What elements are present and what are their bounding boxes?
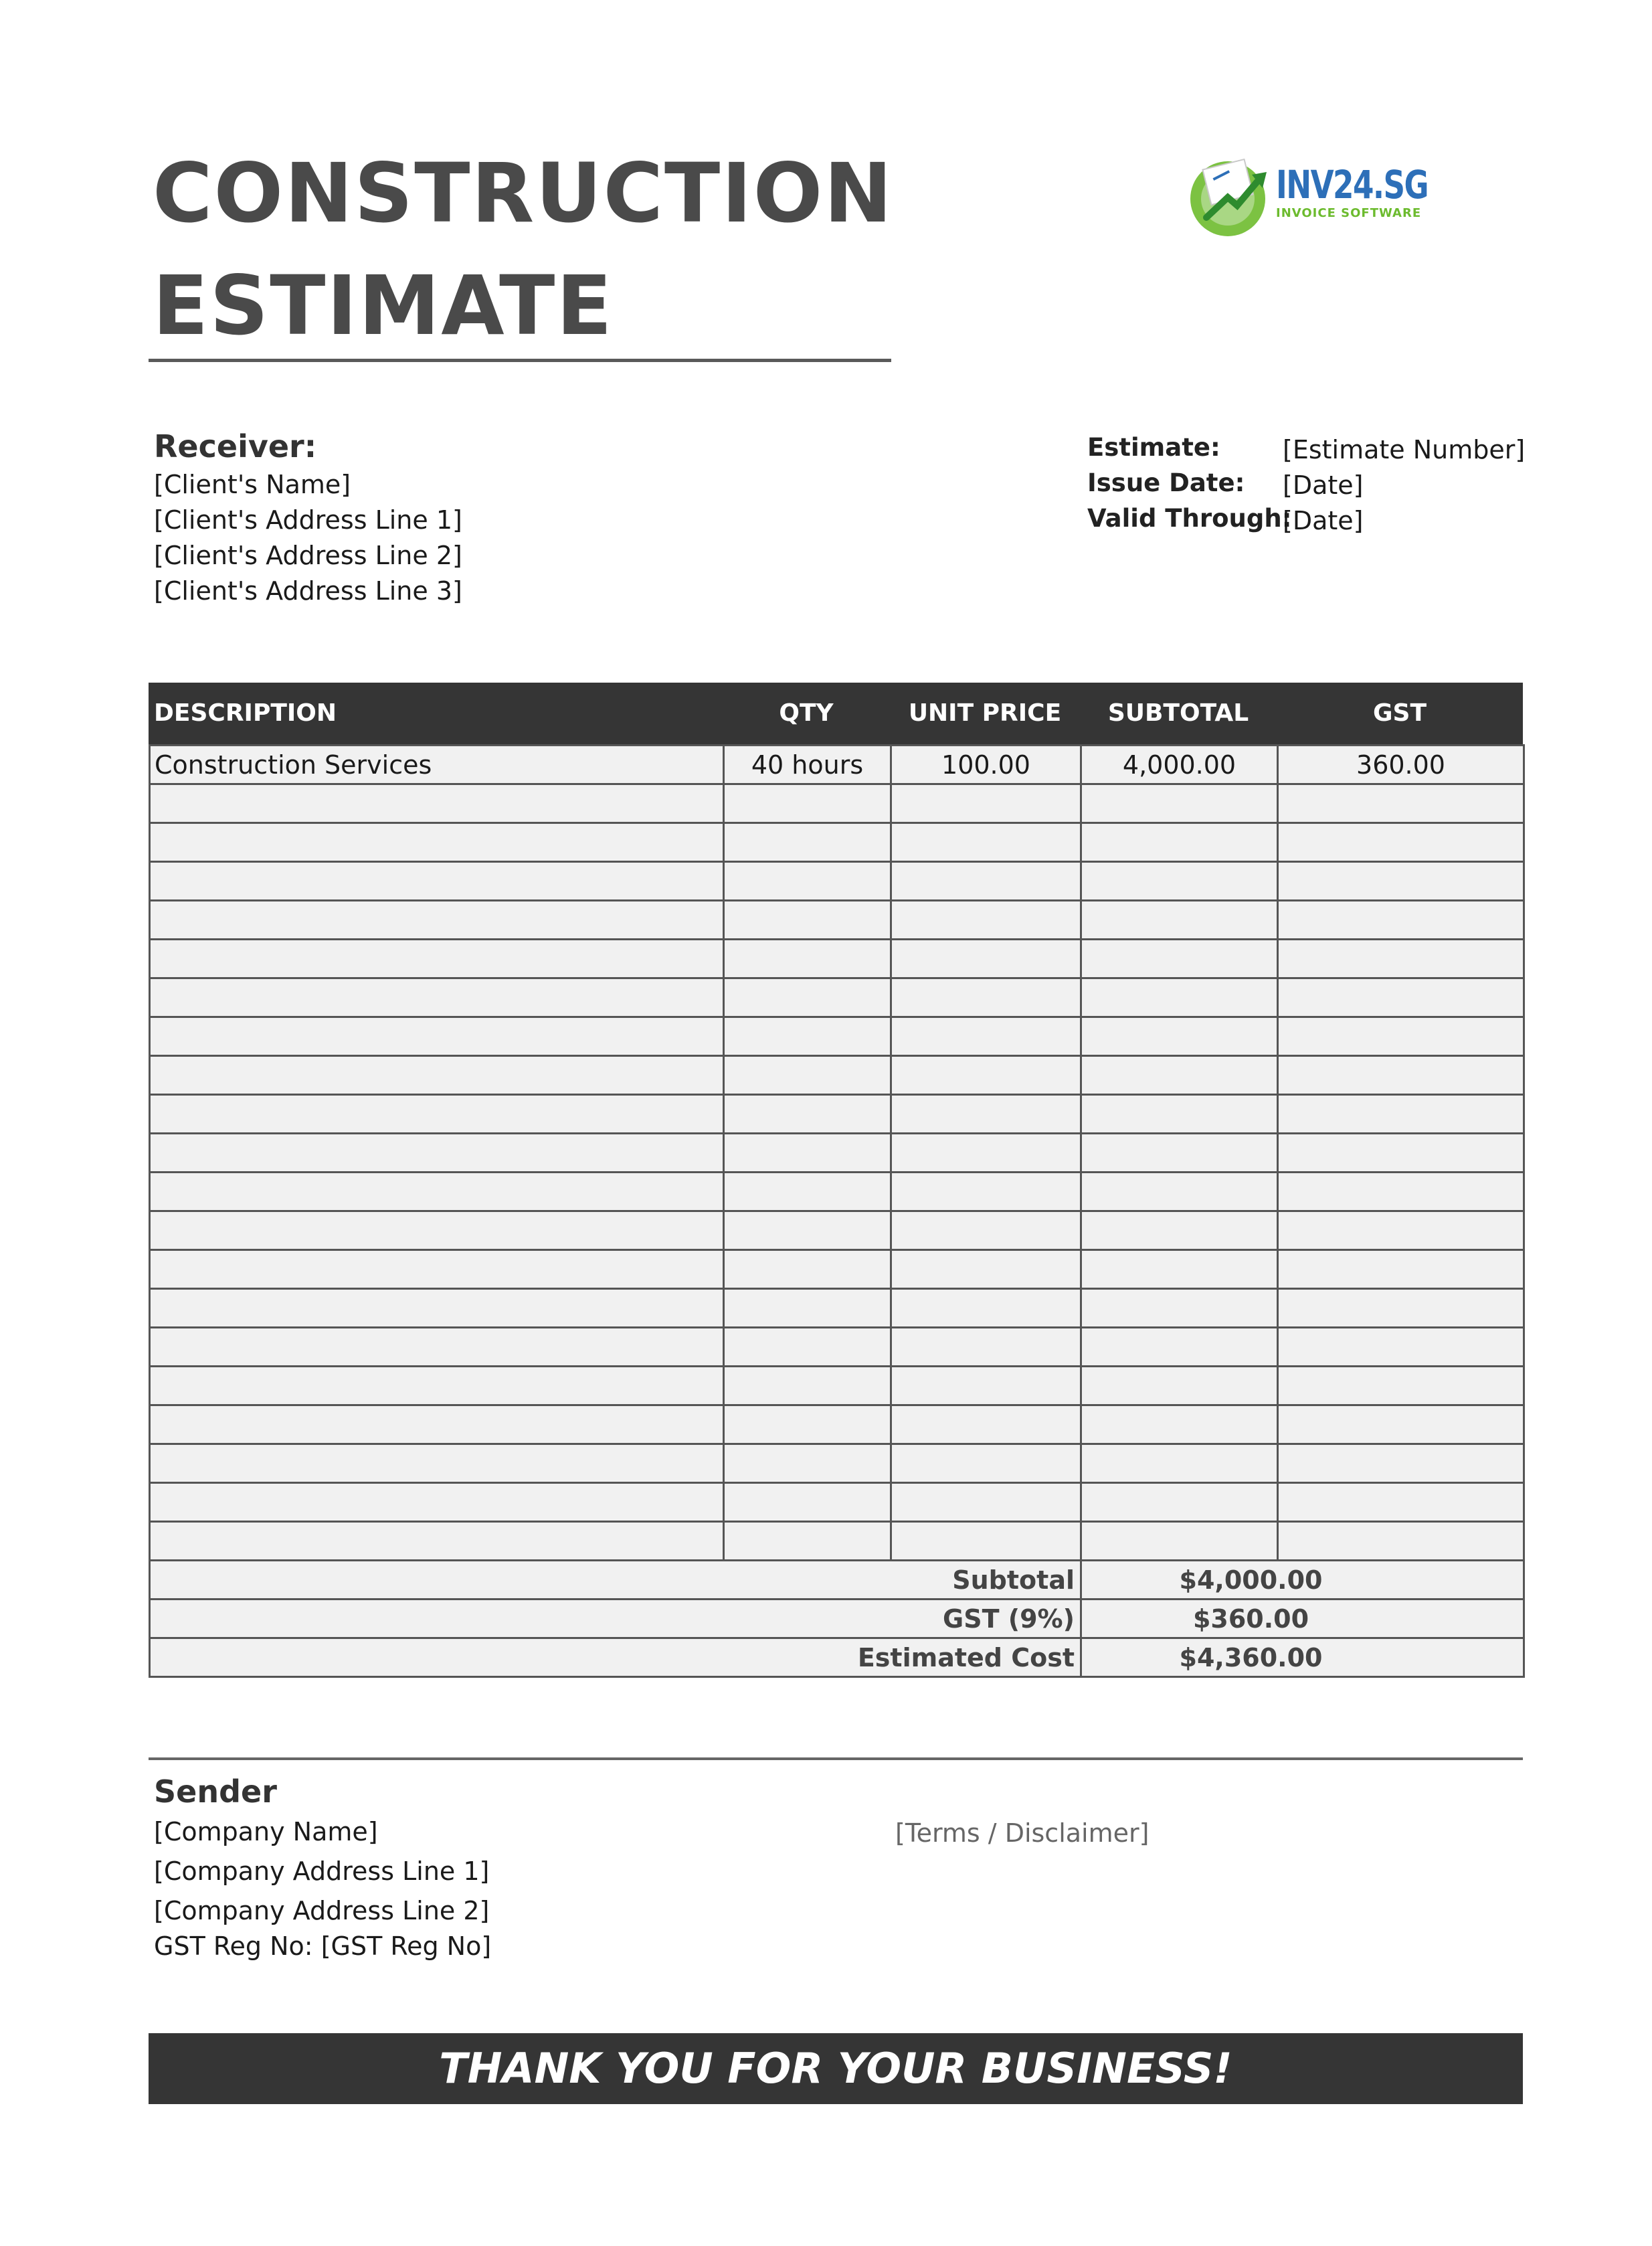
cell-qty xyxy=(724,1134,891,1173)
cell-description xyxy=(150,1134,724,1173)
table-row-empty xyxy=(150,978,1524,1017)
table-row-empty xyxy=(150,1095,1524,1134)
estimate-number-value: [Estimate Number] xyxy=(1283,435,1526,464)
cell-qty xyxy=(724,1444,891,1483)
table-row-empty xyxy=(150,940,1524,978)
totals-row xyxy=(150,1638,1524,1677)
table-row-empty xyxy=(150,1017,1524,1056)
table-row-empty xyxy=(150,1483,1524,1522)
cell-unit-price xyxy=(891,1173,1081,1211)
cell-qty xyxy=(724,1056,891,1095)
cell-unit-price xyxy=(891,1095,1081,1134)
cell-subtotal xyxy=(1081,823,1278,862)
cell-qty xyxy=(724,1367,891,1405)
cell-unit-price xyxy=(891,823,1081,862)
cell-subtotal xyxy=(1081,901,1278,940)
title-line-1: CONSTRUCTION xyxy=(153,146,894,241)
cell-subtotal xyxy=(1081,1405,1278,1444)
totals-label: GST (9%) xyxy=(150,1600,1081,1638)
cell-unit-price: 100.00 xyxy=(891,746,1081,784)
cell-qty xyxy=(724,1095,891,1134)
cell-unit-price xyxy=(891,1056,1081,1095)
table-row-empty xyxy=(150,1328,1524,1367)
cell-qty xyxy=(724,940,891,978)
cell-subtotal xyxy=(1081,1211,1278,1250)
receiver-address-3: [Client's Address Line 3] xyxy=(154,576,462,606)
cell-description xyxy=(150,1483,724,1522)
cell-unit-price xyxy=(891,1328,1081,1367)
cell-unit-price xyxy=(891,978,1081,1017)
cell-description xyxy=(150,1289,724,1328)
cell-description xyxy=(150,1173,724,1211)
cell-gst xyxy=(1278,1483,1524,1522)
valid-through-label: Valid Through: xyxy=(1087,504,1292,533)
cell-subtotal xyxy=(1081,862,1278,901)
cell-qty xyxy=(724,784,891,823)
cell-gst: 360.00 xyxy=(1278,746,1524,784)
cell-qty xyxy=(724,1017,891,1056)
logo-name: INV24.SG xyxy=(1276,162,1429,207)
cell-subtotal xyxy=(1081,1250,1278,1289)
cell-qty xyxy=(724,1405,891,1444)
cell-description xyxy=(150,1056,724,1095)
issue-date-label: Issue Date: xyxy=(1087,468,1245,497)
cell-unit-price xyxy=(891,1289,1081,1328)
terms-disclaimer: [Terms / Disclaimer] xyxy=(895,1818,1150,1848)
cell-gst xyxy=(1278,862,1524,901)
totals-value: $360.00 xyxy=(1081,1600,1524,1638)
cell-subtotal xyxy=(1081,978,1278,1017)
cell-subtotal xyxy=(1081,1522,1278,1561)
cell-gst xyxy=(1278,1522,1524,1561)
totals-label: Estimated Cost xyxy=(150,1638,1081,1677)
cell-gst xyxy=(1278,1211,1524,1250)
cell-description xyxy=(150,1444,724,1483)
totals-row xyxy=(150,1561,1524,1600)
line-items-table xyxy=(149,744,1523,1678)
cell-unit-price xyxy=(891,1522,1081,1561)
cell-description xyxy=(150,1250,724,1289)
cell-gst xyxy=(1278,1250,1524,1289)
cell-unit-price xyxy=(891,1405,1081,1444)
cell-description xyxy=(150,784,724,823)
totals-label: Subtotal xyxy=(150,1561,1081,1600)
cell-description xyxy=(150,1017,724,1056)
cell-qty xyxy=(724,823,891,862)
cell-unit-price xyxy=(891,1211,1081,1250)
table-row-empty xyxy=(150,784,1524,823)
cell-description xyxy=(150,823,724,862)
cell-unit-price xyxy=(891,1250,1081,1289)
cell-description xyxy=(150,1095,724,1134)
table-row-empty xyxy=(150,823,1524,862)
cell-qty xyxy=(724,901,891,940)
cell-gst xyxy=(1278,1444,1524,1483)
sender-label: Sender xyxy=(154,1774,277,1810)
table-row-empty xyxy=(150,1250,1524,1289)
column-header-unit-price: UNIT PRICE xyxy=(908,699,1062,727)
cell-unit-price xyxy=(891,1483,1081,1522)
cell-subtotal xyxy=(1081,1444,1278,1483)
cell-description xyxy=(150,1211,724,1250)
cell-qty xyxy=(724,1483,891,1522)
column-header-description: DESCRIPTION xyxy=(154,699,337,727)
cell-gst xyxy=(1278,1095,1524,1134)
logo-tagline: INVOICE SOFTWARE xyxy=(1276,206,1422,220)
sender-gst-reg: GST Reg No: [GST Reg No] xyxy=(154,1931,492,1961)
cell-gst xyxy=(1278,940,1524,978)
table-row-empty xyxy=(150,1522,1524,1561)
cell-gst xyxy=(1278,978,1524,1017)
cell-description xyxy=(150,1328,724,1367)
title-line-2: ESTIMATE xyxy=(153,258,614,353)
cell-gst xyxy=(1278,784,1524,823)
table-row-empty xyxy=(150,1134,1524,1173)
cell-subtotal xyxy=(1081,1095,1278,1134)
table-row-empty xyxy=(150,1367,1524,1405)
column-header-qty: QTY xyxy=(779,699,834,727)
receiver-address-1: [Client's Address Line 1] xyxy=(154,505,462,535)
cell-unit-price xyxy=(891,940,1081,978)
totals-row xyxy=(150,1600,1524,1638)
cell-gst xyxy=(1278,1134,1524,1173)
totals-value: $4,000.00 xyxy=(1081,1561,1524,1600)
cell-description: Construction Services xyxy=(150,746,724,784)
column-header-gst: GST xyxy=(1372,699,1427,727)
cell-subtotal xyxy=(1081,940,1278,978)
cell-gst xyxy=(1278,901,1524,940)
cell-gst xyxy=(1278,1405,1524,1444)
sender-company-name: [Company Name] xyxy=(154,1817,378,1846)
cell-qty xyxy=(724,1173,891,1211)
estimate-number-label: Estimate: xyxy=(1087,433,1220,462)
sender-divider xyxy=(149,1757,1523,1760)
cell-gst xyxy=(1278,1367,1524,1405)
cell-qty xyxy=(724,978,891,1017)
cell-subtotal xyxy=(1081,1367,1278,1405)
title-divider xyxy=(149,359,891,362)
page-title xyxy=(153,137,893,362)
cell-description xyxy=(150,1405,724,1444)
receiver-client-name: [Client's Name] xyxy=(154,470,351,499)
cell-gst xyxy=(1278,1173,1524,1211)
cell-unit-price xyxy=(891,1367,1081,1405)
cell-qty xyxy=(724,1328,891,1367)
cell-gst xyxy=(1278,1056,1524,1095)
cell-description xyxy=(150,862,724,901)
cell-unit-price xyxy=(891,784,1081,823)
cell-qty xyxy=(724,1211,891,1250)
cell-description xyxy=(150,940,724,978)
table-row-empty xyxy=(150,862,1524,901)
table-row-empty xyxy=(150,1444,1524,1483)
table-row-empty xyxy=(150,901,1524,940)
receiver-address-2: [Client's Address Line 2] xyxy=(154,541,462,570)
thank-you-banner xyxy=(149,2033,1523,2104)
table-row-empty xyxy=(150,1289,1524,1328)
cell-unit-price xyxy=(891,901,1081,940)
cell-subtotal xyxy=(1081,1173,1278,1211)
table-row-empty xyxy=(150,1405,1524,1444)
column-header-subtotal: SUBTOTAL xyxy=(1107,699,1249,727)
cell-subtotal xyxy=(1081,1289,1278,1328)
cell-gst xyxy=(1278,1328,1524,1367)
sender-address-2: [Company Address Line 2] xyxy=(154,1896,490,1925)
cell-description xyxy=(150,901,724,940)
cell-qty xyxy=(724,1250,891,1289)
cell-description xyxy=(150,1367,724,1405)
cell-qty xyxy=(724,1289,891,1328)
cell-subtotal xyxy=(1081,1328,1278,1367)
table-header xyxy=(149,683,1523,744)
cell-subtotal xyxy=(1081,1134,1278,1173)
cell-qty xyxy=(724,862,891,901)
totals-value: $4,360.00 xyxy=(1081,1638,1524,1677)
receiver-label: Receiver: xyxy=(154,428,317,464)
cell-description xyxy=(150,1522,724,1561)
cell-gst xyxy=(1278,1017,1524,1056)
cell-unit-price xyxy=(891,862,1081,901)
table-row-empty xyxy=(150,1173,1524,1211)
cell-qty: 40 hours xyxy=(724,746,891,784)
cell-subtotal xyxy=(1081,1017,1278,1056)
valid-through-value: [Date] xyxy=(1283,506,1364,535)
cell-subtotal xyxy=(1081,784,1278,823)
cell-qty xyxy=(724,1522,891,1561)
cell-subtotal: 4,000.00 xyxy=(1081,746,1278,784)
thank-you-text: THANK YOU FOR YOUR BUSINESS! xyxy=(439,2044,1232,2093)
cell-subtotal xyxy=(1081,1056,1278,1095)
sender-address-1: [Company Address Line 1] xyxy=(154,1856,490,1886)
cell-unit-price xyxy=(891,1134,1081,1173)
cell-subtotal xyxy=(1081,1483,1278,1522)
issue-date-value: [Date] xyxy=(1283,470,1364,500)
cell-gst xyxy=(1278,823,1524,862)
cell-description xyxy=(150,978,724,1017)
cell-unit-price xyxy=(891,1444,1081,1483)
table-row-empty xyxy=(150,1056,1524,1095)
cell-unit-price xyxy=(891,1017,1081,1056)
cell-gst xyxy=(1278,1289,1524,1328)
table-row-empty xyxy=(150,1211,1524,1250)
table-row xyxy=(150,746,1524,784)
